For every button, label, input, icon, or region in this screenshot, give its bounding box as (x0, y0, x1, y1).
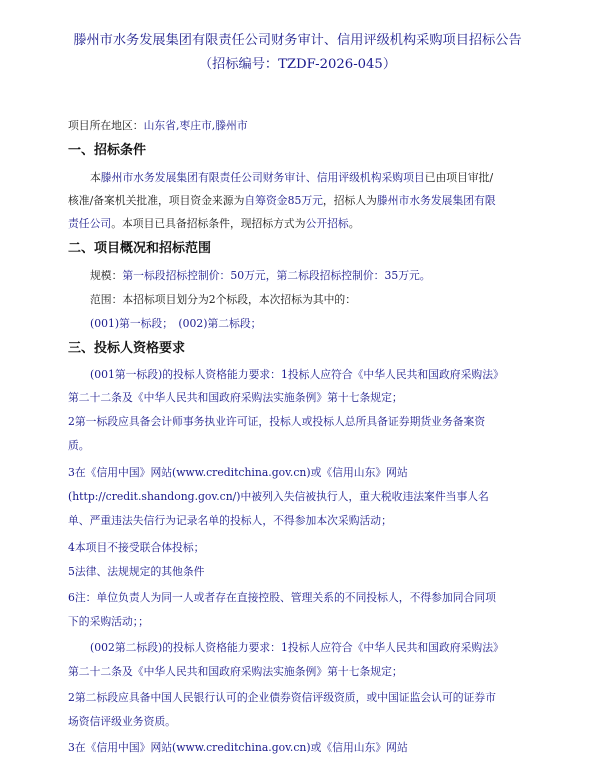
qualification-line: (http://credit.shandong.gov.cn/)中被列入失信被执行人，重大税收违法案件当事人名 (68, 490, 489, 503)
qualification-line: 3在《信用中国》网站(www.creditchina.gov.cn)或《信用山东》网站 (68, 741, 408, 754)
qualification-line: 第二十二条及《中华人民共和国政府采购法实施条例》第十七条规定； (68, 665, 403, 678)
qualification-line: (002第二标段)的投标人资格能力要求：1投标人应符合《中华人民共和国政府采购法》 (90, 641, 504, 654)
qualification-line: 下的采购活动；； (68, 615, 149, 628)
document-title: 滕州市水务发展集团有限责任公司财务审计、信用评级机构采购项目招标公告 (73, 33, 522, 48)
qualification-line: (001第一标段)的投标人资格能力要求：1投标人应符合《中华人民共和国政府采购法》 (90, 368, 504, 381)
qualification-line: 4本项目不接受联合体投标； (68, 541, 205, 554)
tender-method: 公开招标 (305, 217, 349, 230)
text-span: 。本项目已具备招标条件，现招标方式为 (111, 217, 306, 230)
tender-code: （招标编号：TZDF-2026-045） (198, 57, 397, 72)
qualification-line: 2第一标段应具备会计师事务执业许可证，投标人或投标人总所具备证券期货业务备案资 (68, 415, 486, 428)
qualification-line: 6注：单位负责人为同一人或者存在直接控股、管理关系的不同投标人，不得参加同合同项 (68, 591, 496, 604)
section-2-heading: 二、项目概况和招标范围 (68, 241, 212, 256)
qualification-line: 单、严重违法失信行为记录名单的投标人，不得参加本次采购活动； (68, 514, 392, 527)
section-3-heading: 三、投标人资格要求 (68, 341, 186, 356)
scope-line: 范围：本招标项目划分为2个标段，本次招标为其中的： (90, 293, 356, 306)
qualification-line: 3在《信用中国》网站(www.creditchina.gov.cn)或《信用山东》网站 (68, 466, 408, 479)
text-span: ，招标人为 (322, 194, 377, 207)
funding-source: 自筹资金85万元 (244, 194, 323, 207)
text-span: 。 (348, 217, 360, 230)
section-1-heading: 一、招标条件 (68, 143, 147, 158)
qualification-line: 质。 (68, 439, 90, 452)
lots-line: (001)第一标段； (002)第二标段； (90, 317, 262, 330)
project-name: 滕州市水务发展集团有限责任公司财务审计、信用评级机构采购项目 (100, 171, 425, 184)
location-label: 项目所在地区： (68, 119, 144, 132)
sec1-line-2 (68, 193, 496, 209)
text-span: 核准/备案机关批准，项目资金来源为 (68, 194, 245, 207)
qualification-line: 场资信评级业务资质。 (68, 715, 176, 728)
tenderer-name: 滕州市水务发展集团有限 (376, 194, 496, 207)
project-location (68, 118, 248, 134)
sec1-line-1 (90, 170, 493, 186)
text-span: 已由项目审批/ (424, 171, 494, 184)
qualification-line: 2第二标段应具备中国人民银行认可的企业债券资信评级资质，或中国证监会认可的证券市 (68, 691, 496, 704)
scale-line (90, 268, 431, 284)
location-value: 山东省,枣庄市,滕州市 (143, 119, 248, 132)
sec1-line-3 (68, 216, 360, 232)
scale-value: 第一标段招标控制价：50万元，第二标段招标控制价：35万元。 (122, 269, 431, 282)
tenderer-name-cont: 责任公司 (68, 217, 112, 230)
qualification-line: 第二十二条及《中华人民共和国政府采购法实施条例》第十七条规定； (68, 391, 403, 404)
qualification-line: 5法律、法规规定的其他条件 (68, 565, 205, 578)
scale-label: 规模： (90, 269, 123, 282)
text-span: 本 (90, 171, 101, 184)
